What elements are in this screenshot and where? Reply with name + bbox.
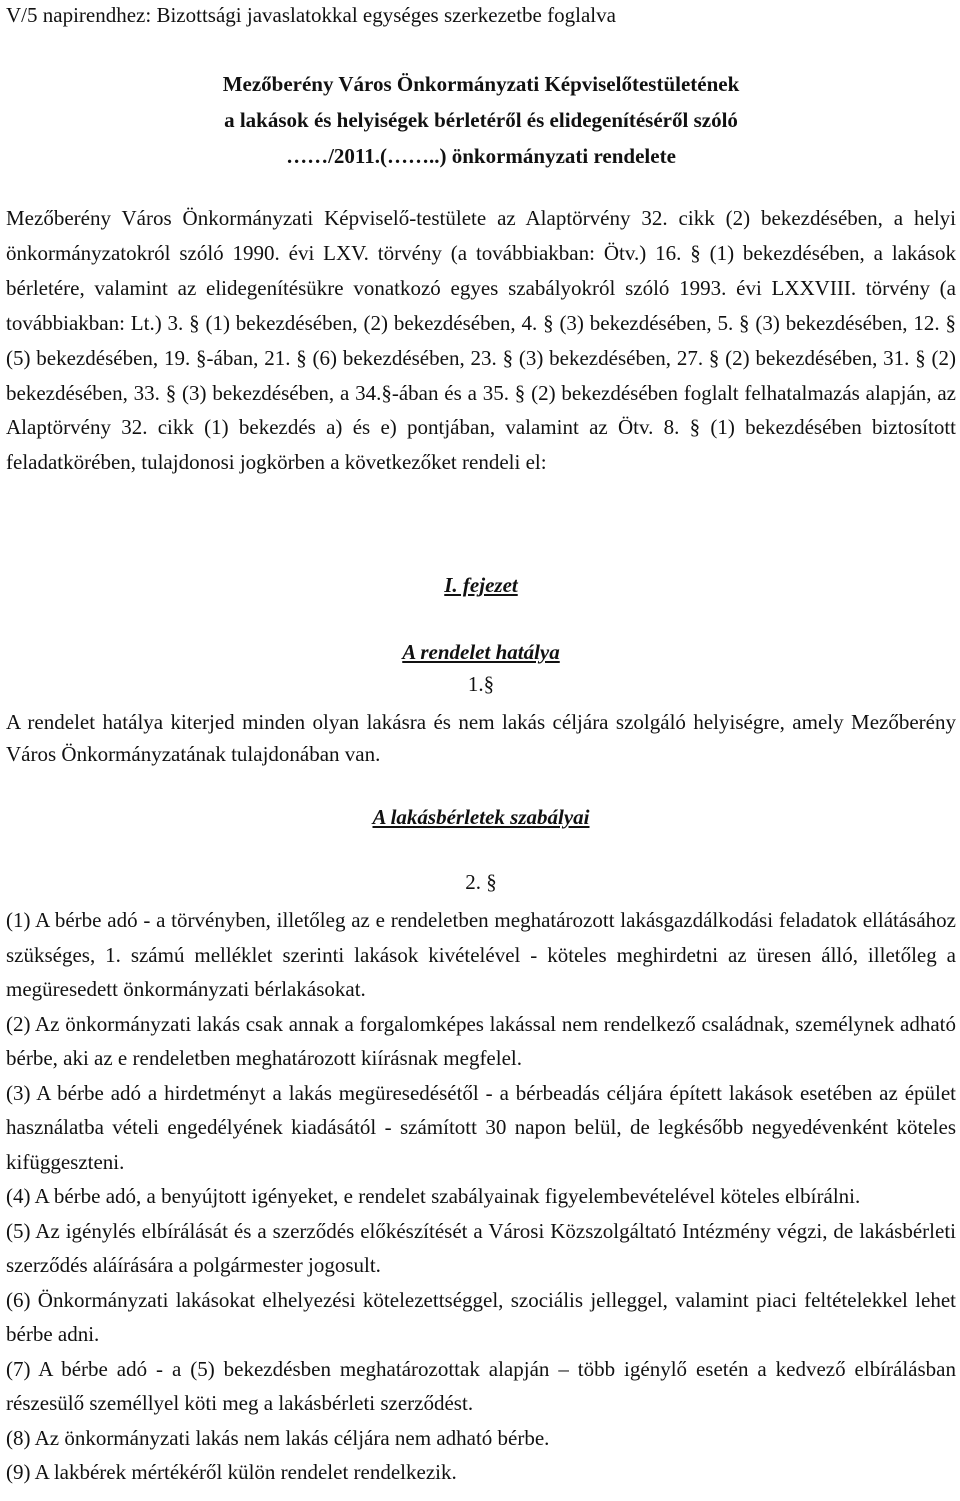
ordinance-title-line-2: a lakások és helyiségek bérletéről és elidegenítéséről szóló — [224, 108, 738, 132]
chapter-label: I. fejezet — [444, 573, 518, 597]
subheading: A lakásbérletek szabályai — [372, 805, 590, 829]
agenda-note: V/5 napirendhez: Bizottsági javaslatokkal egységes szerkezetbe foglalva — [6, 3, 616, 27]
paragraph: (8) Az önkormányzati lakás nem lakás céljára nem adható bérbe. — [6, 1425, 550, 1450]
section-paragraphs — [6, 903, 956, 1490]
section-number: 2. § — [465, 870, 497, 894]
ordinance-title-line-3: ……/2011.(……..) önkormányzati rendelete — [286, 144, 676, 168]
paragraph: (2) Az önkormányzati lakás csak annak a forgalomképes lakással nem rendelkező családnak, személynek adható bérbe, aki az e rendeletben meghatározott kiírásnak megfelel. — [6, 1011, 956, 1070]
paragraph: (3) A bérbe adó a hirdetményt a lakás megüresedésétől - a bérbeadás céljára épített lakások esetében az épület használatba vételi engedélyének kiadásától - számított 30 napon belül, de legkésőbb negyedévenként köteles kifüggeszteni. — [6, 1080, 956, 1174]
section-text: A rendelet hatálya kiterjed minden olyan lakásra és nem lakás céljára szolgáló helyiségre, amely Mezőberény Város Önkormányzatának tulajdonában van. — [6, 710, 956, 766]
paragraph: (9) A lakbérek mértékéről külön rendelet rendelkezik. — [6, 1460, 457, 1484]
preamble: Mezőberény Város Önkormányzati Képviselő-testülete az Alaptörvény 32. cikk (2) bekezdésében, a helyi önkormányzatokról szóló 1990. évi LXV. törvény (a továbbiakban: Ötv.) 16. § (1) bekezdésében, a lakások bérletére, valamint az elidegenítésükre vonatkozó egyes szabályokról szóló 1993. évi LXXVIII. törvény (a továbbiakban: Lt.) 3. § (1) bekezdésében, (2) bekezdésében, 4. § (3) bekezdésében, 5. § (3) bekezdésében, 12. § (5) bekezdésében, 19. §-ában, 21. § (6) bekezdésében, 23. § (3) bekezdésében, 27. § (2) bekezdésében, 31. § (2) bekezdésében, 33. § (3) bekezdésében, a 34.§-ában és a 35. § (2) bekezdésében foglalt felhatalmazás alapján, az Alaptörvény 32. cikk (1) bekezdés a) és e) pontjában, valamint az Ötv. 8. § (1) bekezdésében biztosított feladatkörében, tulajdonosi jogkörben a következőket rendeli el: — [6, 206, 956, 475]
ordinance-title-line-1: Mezőberény Város Önkormányzati Képviselőtestületének — [222, 72, 740, 96]
section-number: 1.§ — [467, 672, 495, 696]
paragraph: (6) Önkormányzati lakásokat elhelyezési kötelezettséggel, szociális jelleggel, valamint piaci feltételekkel lehet bérbe adni. — [6, 1287, 956, 1346]
paragraph: (1) A bérbe adó - a törvényben, illetőleg az e rendeletben meghatározott lakásgazdálkodási feladatok ellátásához szükséges, 1. számú melléklet szerinti lakások kivételével - köteles meghirdetni az üresen álló, illetőleg a megüresedett önkormányzati bérlakásokat. — [6, 908, 956, 1001]
chapter-heading: A rendelet hatálya — [402, 640, 560, 664]
paragraph: (4) A bérbe adó, a benyújtott igényeket, e rendelet szabályainak figyelembevételével köteles elbírálni. — [6, 1184, 861, 1208]
paragraph: (5) Az igénylés elbírálását és a szerződés előkészítését a Városi Közszolgáltató Intézmény végzi, de lakásbérleti szerződés aláírására a polgármester jogosult. — [6, 1218, 956, 1277]
paragraph: (7) A bérbe adó - a (5) bekezdésben meghatározottak alapján – több igénylő esetén a kedvező elbírálásban részesülő személlyel köti meg a lakásbérleti szerződést. — [6, 1356, 956, 1415]
